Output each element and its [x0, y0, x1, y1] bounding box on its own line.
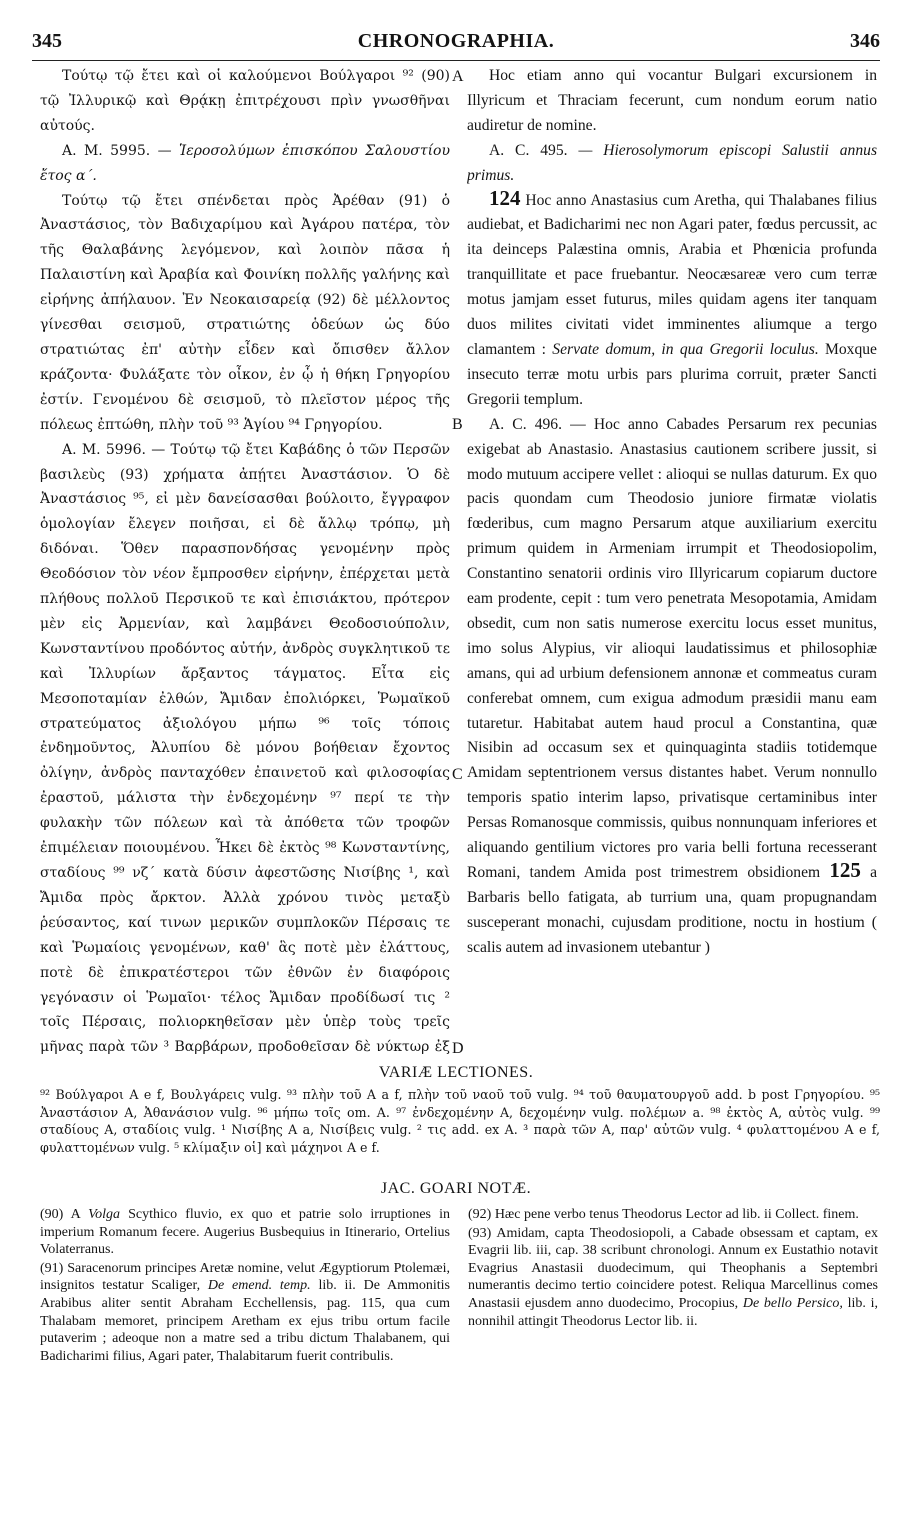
note-text: (91) Saracenorum principes Aretæ nomine, velut Ægyptiorum Ptolemæi, insignitos testatur Scaliger,: [40, 1260, 450, 1294]
notes-heading: JAC. GOARI NOTÆ.: [380, 1180, 532, 1197]
latin-paragraph: Hoc etiam anno qui vocantur Bulgari excursionem in Illyricum et Thraciam fecerunt, cum nondum eorum natio audiretur de nomine.: [467, 67, 877, 134]
latin-year-heading: [467, 139, 877, 189]
note-text: lib. i, nonnihil attingit Theodorus Lector lib. ii.: [468, 1295, 878, 1329]
running-header: [32, 30, 880, 61]
greek-paragraph: Τούτῳ τῷ ἔτει καὶ οἱ καλούμενοι Βούλγαροι ⁹² (90) τῷ Ἰλλυρικῷ καὶ Θρᾴκῃ ἐπιτρέχουσι πρὶν γνωσθῆναι αὐτούς.: [40, 68, 450, 134]
greek-year-heading: [40, 139, 450, 189]
latin-quote: Servate domum, in qua Gregorii loculus.: [552, 340, 819, 358]
greek-heading-text: — Ἱεροσολύμων ἐπισκόπου Σαλουστίου ἔτος α΄.: [40, 142, 450, 184]
latin-paragraph-text: — Hoc anno Cabades Persarum rex pecunias exigebat ab Anastasio. Anastasius cautionem scribere jussit, si modo mutuum accipere vellet : alioqui se nullas daturum. Ex quo pacis quondam cum Theodosio juniore firmatæ violatis fœderibus, cum magno Persarum atque auxiliarium exercitu primum quidem in Armeniam irrumpit et Theodosiopolim, Constantino senatorii ordinis viro Illyricarum copiarum ductore eam prodente, cepit : tum vero penetrata Mesopotamia, Amidam obsedit, cum non satis numerose exercitu locus esset munitus, imo solus Alypius, vir alioqui laudatissimus et philosophiæ amans, qui ad urbium defensionem annonæ et commeatus curam conferebat omnem, cum exigua admodum præsidii manu eam tutaretur. Habitabat autem haud procul a Constantina, quæ Nisibin ad occasum sex et quinquaginta stadiis totidemque Amidam septentrionem versus distantes habet. Verum nonnullo temporis spatio interim lapso, privatisque certaminibus inter Persas Romanosque commissis, quibus nonnunquam inferiores et aliquando gentilium victores pro varia belli fortuna recesserant Romani, tandem Amida post trimestrem obsidionem: [467, 415, 877, 881]
page-number-left: 345: [32, 30, 62, 52]
greek-text-column: [40, 64, 450, 1064]
latin-paragraph: [467, 413, 877, 961]
section-number-125: 125: [829, 858, 861, 882]
margin-letter-a: A: [452, 68, 464, 85]
greek-year: Α. Μ. 5996.: [62, 441, 146, 458]
margin-letter-c: C: [452, 766, 463, 783]
section-number-124: 124: [489, 185, 521, 210]
latin-year: A. C. 496.: [489, 415, 563, 433]
note-italic: Volga: [88, 1207, 120, 1222]
note-text: (93) Amidam, capta Theodosiopoli, a Cabade obsessam et captam, ex Evagrii lib. iii, cap. 38 scribunt chronologi. Annum ex Eustathio notavit Evagrius Anastasii duodecimum, qui Theophanis a Septembri numerantis decimo tertio coincidere potest. Reliqua Marcellinus comes Anastasii ejusdem anno duodecimo, Procopius,: [468, 1225, 878, 1311]
variae-lectiones-text: ⁹² Βούλγαροι A e f, Βουλγάρεις vulg. ⁹³ πλὴν τοῦ A a f, πλὴν τοῦ ναοῦ τοῦ vulg. ⁹⁴ τοῦ θαυματουργοῦ add. b post Γρηγορίου. ⁹⁵ Ἀναστάσιον A, Ἀθανάσιον vulg. ⁹⁶ μήπω τοῖς om. A. ⁹⁷ ἐνδεχομένην A, δεχομένην vulg. πολέμων a. ⁹⁸ ἐκτὸς A, αὐτὸς vulg. ⁹⁹ σταδίους A, σταδίοις vulg. ¹ Νισίβης A a, Νισίβεις vulg. ² τις add. ex A. ³ παρὰ τῶν A, παρ' αὐτῶν vulg. ⁴ φυλαττομένου A e f, φυλαττομένων vulg. ⁵ κλίμαξιν οἱ] καὶ μάχηνοι A e f.: [40, 1087, 880, 1155]
notes-column-left: [40, 1206, 450, 1446]
latin-year: A. C. 495.: [489, 141, 568, 159]
variae-lectiones-heading: VARIÆ LECTIONES.: [378, 1064, 534, 1081]
running-title: CHRONOGRAPHIA.: [357, 30, 555, 52]
note-label: (90) A: [40, 1207, 80, 1222]
latin-paragraph-text: Hoc anno Anastasius cum Aretha, qui Thalabanes filius audiebat, et Badicharimi nec non Agari pater, fœdus percussit, ac ita deinceps Palæstina omnis, Arabia et Phœnicia profunda tranquillitate et pace fruebantur. Neocæsareæ vero cum terræ motus jamjam esset futurus, miles quidam agens iter tanquam duos milites civitati videt imminentes aliumque a tergo clamantem :: [467, 191, 877, 358]
note-91: [40, 1260, 450, 1366]
page-number-right: 346: [850, 30, 880, 52]
latin-text-column: [467, 64, 877, 1064]
note-text: Scythico fluvio, ex quo et patrie solo irruptiones in imperium Romanum fecere. Augerius Busbequius in Itinerario, Ortelius Volaterranus.: [40, 1207, 450, 1258]
latin-heading-text: — Hierosolymorum episcopi Salustii annus primus.: [467, 141, 877, 184]
margin-letter-b: B: [452, 416, 463, 433]
latin-paragraph-text: a Barbaris bello fatigata, ab turrium una, quam propugnandam susceperant monachi, cujusdam proditione, noctu in hostium ( scalis autem ad invasionem utebantur ): [467, 864, 877, 956]
note-90: [40, 1206, 450, 1259]
latin-paragraph-text: Moxque insecuto terræ motu urbis pars plurima corruit, præter Sancti Gregorii templum.: [467, 340, 877, 408]
note-92: (92) Hæc pene verbo tenus Theodorus Lector ad lib. ii Collect. finem.: [468, 1207, 859, 1222]
latin-paragraph: [467, 185, 877, 413]
note-93: [468, 1225, 878, 1331]
greek-paragraph-text: — Τούτῳ τῷ ἔτει Καβάδης ὁ τῶν Περσῶν βασιλεὺς (93) χρήματα ἀπῄτει Ἀναστάσιον. Ὁ δὲ Ἀναστάσιος ⁹⁵, εἰ μὲν δανείσασθαι βούλοιτο, ἔγγραφον ὁμολογίαν ἔλεγεν ποιῆσαι, εἰ δὲ ἄλλῳ τρόπῳ, μὴ διδόναι. Ὅθεν παρασπονδήσας γενομένην πρὸς Θεοδόσιον τὸν νέον ἔμπροσθεν εἰρήνην, ἐπέρχεται μετὰ πλήθους πολλοῦ Περσικοῦ τε καὶ ἐπισιάκτου, πρότερον μὲν εἰς Ἀρμενίαν, καὶ λαμβάνει Θεοδοσιούπολιν, Κωνσταντίνου προδόντος αὐτήν, ἀνδρὸς συγκλητικοῦ τε καὶ Ἰλλυρίων ἄρξαντος τάγματος. Εἶτα εἰς Μεσοποταμίαν ἐλθών, Ἄμιδαν ἐπολιόρκει, Ῥωμαϊκοῦ στρατεύματος ἀξιολόγου μήπω ⁹⁶ τοῖς τόποις ἐνδημοῦντος, Ἀλυπίου δὲ μόνου βοήθειαν ἔχοντος ὀλίγην, ἀνδρὸς πανταχόθεν ἐπαινετοῦ καὶ φιλοσοφίας ἐραστοῦ, μάλιστα τὴν ἐνδεχομένην ⁹⁷ περί τε τὴν φυλακὴν τῶν πόλεων καὶ τὰ ἀπόθετα τῶν τροφῶν ἐπιμέλειαν ποιουμένου. Ἦκει δὲ ἐκτὸς ⁹⁸ Κωνσταντίνης, σταδίους ⁹⁹ νζ΄ κατὰ δύσιν ἀφεστῶσης Νισίβης ¹, καὶ Ἄμιδα πρὸς ἄρκτον. Ἀλλὰ χρόνου τινὸς μεταξὺ ῥεύσαντος, καί τινων μερικῶν συμπλοκῶν Πέρσαις τε καὶ Ῥωμαίοις γενομένων, καθ' ἃς ποτὲ μὲν ἐλάττους, ποτὲ δὲ ἐπικρατέστεροι τῶν ἐθνῶν ἐν διαφόροις γεγόνασιν οἱ Ῥωμαῖοι· τέλος Ἄμιδαν προδίδωσί τις ² τοῖς Πέρσαις, πολιορκηθεῖσαν μὲν ὑπὲρ τοὺς τρεῖς μῆνας παρὰ τῶν ³ Βαρβάρων, προδοθεῖσαν δὲ νύκτωρ ἐξ: [40, 441, 450, 1056]
greek-year: Α. Μ. 5995.: [62, 142, 151, 159]
greek-paragraph: Τούτῳ τῷ ἔτει σπένδεται πρὸς Ἀρέθαν (91) ὁ Ἀναστάσιος, τὸν Βαδιχαρίμου καὶ Ἀγάρου πατέρα, τὸν τῆς Θαλαβάνης λεγόμενον, καὶ λοιπὸν πᾶσα ἡ Παλαιστίνη καὶ Ἀραβία καὶ Φοινίκη πολλῆς γαλήνης καὶ εἰρήνης ἀπήλαυον. Ἐν Νεοκαισαρείᾳ (92) δὲ μέλλοντος γίνεσθαι σεισμοῦ, στρατιώτης ὁδεύων ὡς δύο στρατιώτας ἐπ' αὐτὴν εἶδεν καὶ ὄπισθεν ἄλλον κράζοντα· Φυλάξατε τὸν οἶκον, ἐν ᾧ ἡ θήκη Γρηγορίου ἐστίν. Γενομένου δὲ σεισμοῦ, τὸ πλεῖστον μέρος τῆς πόλεως ἐπτώθη, πλὴν τοῦ ⁹³ Ἁγίου ⁹⁴ Γρηγορίου.: [40, 192, 450, 433]
note-italic: De bello Persico,: [742, 1295, 843, 1311]
greek-paragraph: [40, 438, 450, 1064]
notes-column-right: [468, 1206, 878, 1446]
note-italic: De emend. temp.: [207, 1278, 311, 1294]
note-text: lib. ii. De Ammonitis Arabibus aliter sentit Abraham Ecchellensis, pag. 115, qua cum Thalabam memoret, principem Aretham ex ejus tribu ortum facile putaverim ; adeoque non a matre sed a tribu dictum Thalabanem, qui Badicharimi filius, Agari pater, Thalabitarum fuerit contribulis.: [40, 1278, 450, 1364]
margin-letter-d: D: [452, 1040, 464, 1057]
